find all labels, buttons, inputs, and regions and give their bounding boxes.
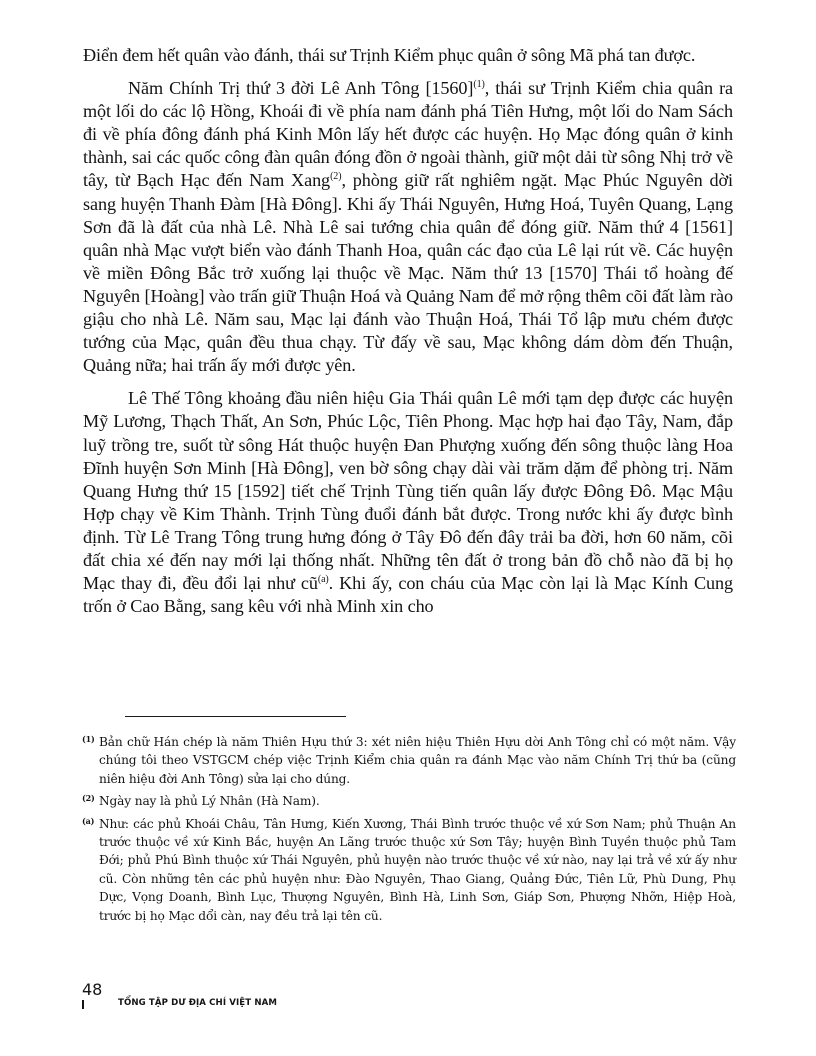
footnote-marker: (a) bbox=[82, 815, 95, 826]
footnote-text: Bản chữ Hán chép là năm Thiên Hựu thứ 3: xét niên hiệu Thiên Hựu dời Anh Tông chỉ có một năm. Vậy chúng tôi theo VSTGCM chép việc Trịnh Kiểm chia quân ra đánh Mạc vào năm Chính Trị thứ ba (cũng niên hiệu đời Anh Tông) sửa lại cho dúng. bbox=[99, 735, 736, 786]
body-paragraph bbox=[83, 387, 733, 618]
footnote-marker: (1) bbox=[82, 734, 95, 744]
paragraph-text: , phòng giữ rất nghiêm ngặt. Mạc Phúc Nguyên dời sang huyện Thanh Đàm [Hà Đông]. Khi ấy Thái Nguyên, Hưng Hoá, Tuyên Quang, Lạng Sơn đã là đất của nhà Lê. Nhà Lê sai tướng chia quân để đóng giữ. Năm thứ 4 [1561] quân nhà Mạc vượt biển vào đánh Thanh Hoa, quân các đạo của Lê lại rút về. Các huyện về miền Đông Bắc trở xuống lại thuộc về Mạc. Năm thứ 13 [1570] Thái tổ hoàng đế Nguyên [Hoàng] vào trấn giữ Thuận Hoá và Quảng Nam để mở rộng thêm cõi đất làm rào giậu cho nhà Lê. Năm sau, Mạc lại đánh vào Thuận Hoá, Thái Tổ lập mưu chém được tướng của Mạc, quân đều thua chạy. Từ đấy về sau, Mạc không dám dòm đến Thuận, Quảng nữa; hai trấn ấy mới được yên. bbox=[83, 170, 733, 376]
page-number: 48 bbox=[82, 980, 103, 999]
paragraph-text: Lê Thế Tông khoảng đầu niên hiệu Gia Thái quân Lê mới tạm dẹp được các huyện Mỹ Lương, Thạch Thất, An Sơn, Phúc Lộc, Tiên Phong. Mạc hợp hai đạo Tây, Nam, đắp luỹ trồng tre, suốt từ sông Hát thuộc huyện Đan Phượng xuống đến sông thuộc làng Hoa Đĩnh huyện Sơn Minh [Hà Đông], ven bờ sông chạy dài vài trăm dặm để phòng trị. Năm Quang Hưng thứ 15 [1592] tiết chế Trịnh Tùng tiến quân lấy được Đông Đô. Mạc Mậu Hợp chạy về Kim Thành. Trịnh Tùng đuổi đánh bắt được. Trong nước khi ấy được bình định. Từ Lê Trang Tông trung hưng đóng ở Tây Đô đến đây trải ba đời, hơn 60 năm, cõi đất chia xé đến nay mới lại thống nhất. Những tên đất ở trong bản đồ chỗ nào đã bị họ Mạc thay đi, đều đổi lại như cũ bbox=[83, 388, 733, 594]
footnote-text: Như: các phủ Khoái Châu, Tân Hưng, Kiến Xương, Thái Bình trước thuộc về xứ Sơn Nam; phủ Thuận An trước thuộc về xứ Kinh Bắc, huyện An Lãng trước thuộc xứ Sơn Tây; huyện Bình Tuyền thuộc phủ Tam Đới; phủ Phú Bình thuộc xứ Thái Nguyên, phủ huyện nào trước thuộc về xứ nào, nay lại trả về xứ ấy như cũ. Còn những tên các phủ huyện như: Đào Nguyên, Thao Giang, Quảng Đức, Tiên Lữ, Phù Dung, Phụ Dực, Vọng Doanh, Bình Lục, Thượng Nguyên, Bình Hà, Linh Sơn, Giáp Sơn, Phượng Nhỡn, Hiệp Hoà, trước bị họ Mạc dổi càn, nay đều trả lại tên cũ. bbox=[99, 816, 736, 923]
footnote-marker: (2) bbox=[82, 793, 95, 804]
paragraph-text: . Khi ấy, con cháu của Mạc còn lại là Mạc Kính Cung trốn ở Cao Bằng, sang kêu với nhà Minh xin cho bbox=[83, 573, 734, 617]
footnotes-section bbox=[82, 733, 736, 929]
main-body-text bbox=[83, 44, 733, 618]
footnote-text: Ngày nay là phủ Lý Nhân (Hà Nam). bbox=[99, 794, 320, 809]
footnote-reference[interactable]: (2) bbox=[330, 171, 342, 183]
paragraph-text: Điển đem hết quân vào đánh, thái sư Trịnh Kiểm phục quân ở sông Mã phá tan được. bbox=[83, 45, 696, 65]
footnote-item bbox=[82, 733, 736, 788]
paragraph-text: , thái sư Trịnh Kiểm chia quân ra một lối do các lộ Hồng, Khoái đi về phía nam đánh phá Tiên Hưng, một lối do Nam Sách đi về phía đông đánh phá Kinh Môn lấy hết được các huyện. Họ Mạc đóng quân ở kinh thành, sai các quốc công đàn quân đóng đồn ở ngoài thành, giữ một dải từ sông Nhị trở về tây, từ Bạch Hạc đến Nam Xang bbox=[83, 78, 733, 191]
body-paragraph bbox=[83, 44, 733, 67]
footnote-reference[interactable]: (1) bbox=[473, 79, 485, 91]
paragraph-text: Năm Chính Trị thứ 3 đời Lê Anh Tông [1560] bbox=[128, 78, 474, 99]
body-paragraph bbox=[83, 77, 733, 377]
running-footer-book-title: TỔNG TẬP DƯ ĐỊA CHÍ VIỆT NAM bbox=[118, 998, 278, 1008]
footnote-separator-rule bbox=[125, 716, 346, 717]
footnote-item bbox=[82, 792, 736, 810]
footnote-reference[interactable]: (a) bbox=[317, 574, 329, 586]
footer-tick-mark bbox=[82, 1000, 84, 1009]
footnote-item bbox=[82, 815, 736, 925]
